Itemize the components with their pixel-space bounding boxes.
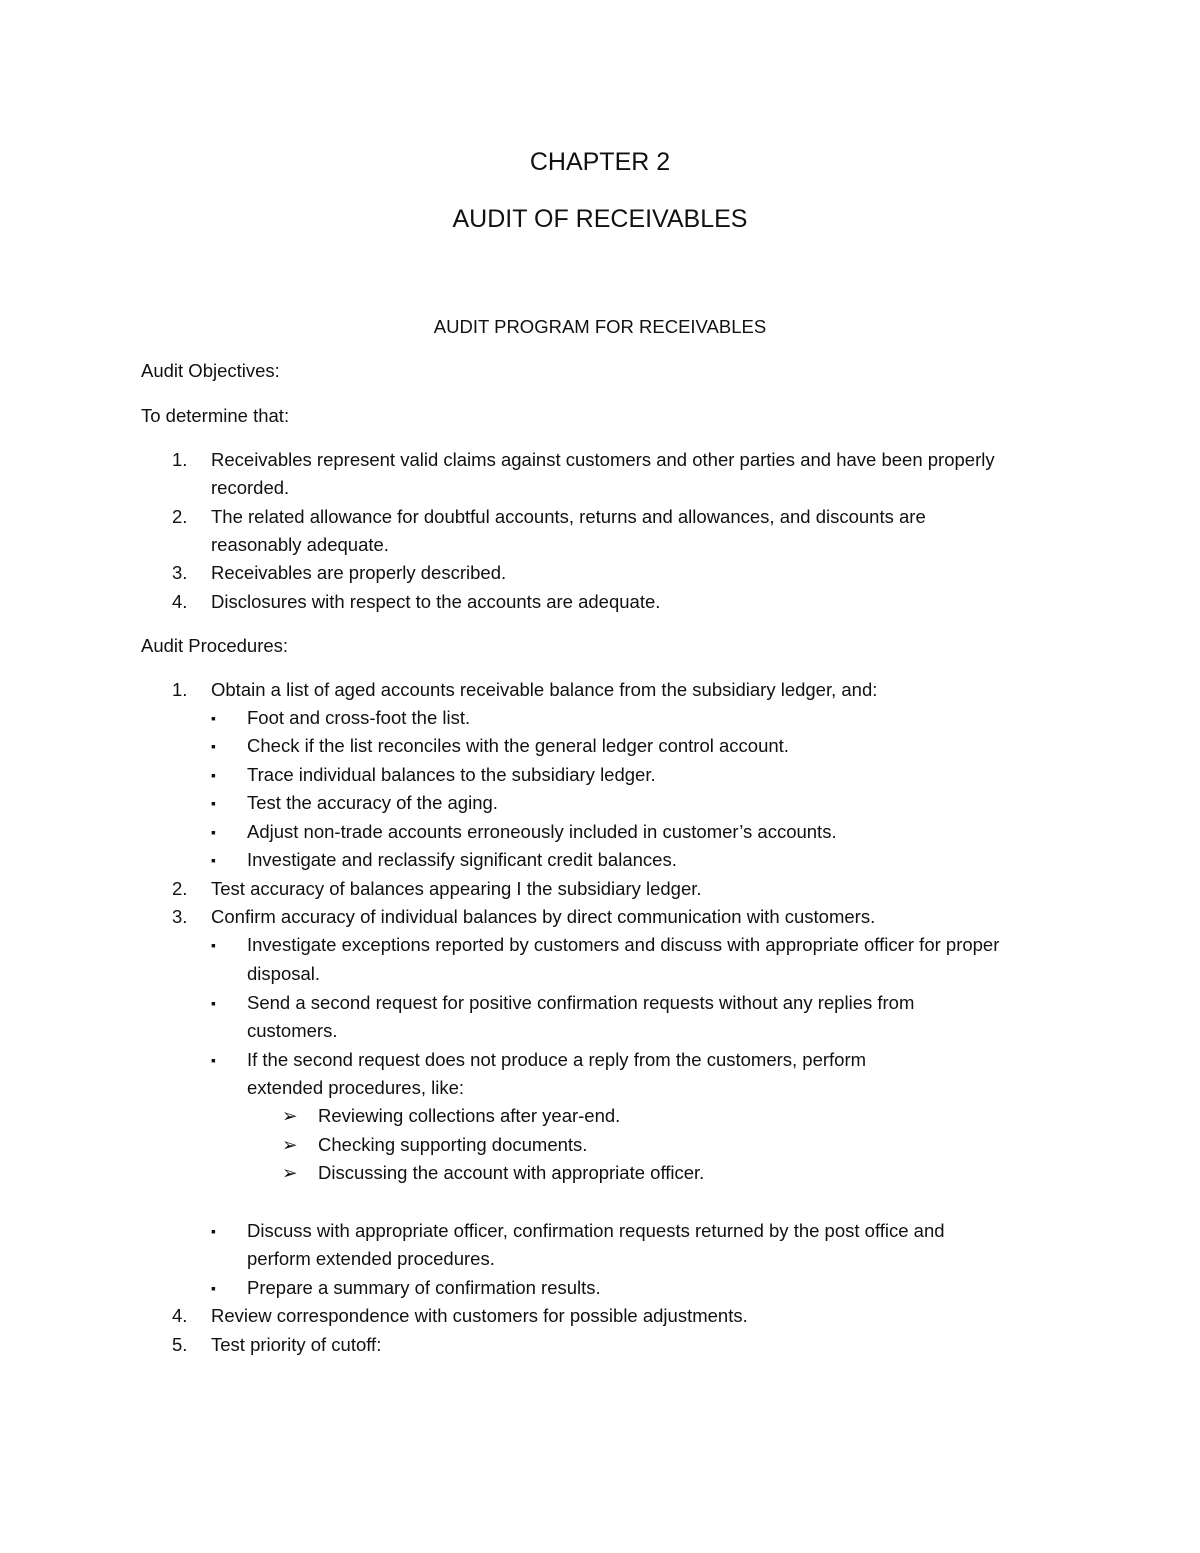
arrow-bullet-icon: ➢ [282, 1134, 298, 1155]
procedure-text: Obtain a list of aged accounts receivable balance from the subsidiary ledger, and: [211, 679, 878, 700]
list-item: Foot and cross-foot the list. [247, 707, 471, 728]
square-bullet-icon: ▪ [211, 995, 216, 1011]
list-number: 3. [172, 562, 188, 583]
objective-text: Receivables are properly described. [211, 562, 507, 583]
list-number: 2. [172, 506, 188, 527]
objective-text-cont: reasonably adequate. [211, 534, 389, 555]
program-title: AUDIT PROGRAM FOR RECEIVABLES [433, 316, 767, 337]
list-item: Investigate and reclassify significant credit balances. [247, 849, 677, 870]
list-item-cont: customers. [247, 1020, 338, 1041]
list-number: 2. [172, 878, 188, 899]
square-bullet-icon: ▪ [211, 710, 216, 726]
procedure-text: Confirm accuracy of individual balances by direct communication with customers. [211, 906, 876, 927]
list-number: 4. [172, 591, 188, 612]
square-bullet-icon: ▪ [211, 824, 216, 840]
list-number: 3. [172, 906, 188, 927]
list-item-cont: perform extended procedures. [247, 1248, 495, 1269]
objective-text: The related allowance for doubtful accounts, returns and allowances, and discounts are [211, 506, 926, 527]
objective-text-cont: recorded. [211, 477, 290, 498]
sub-list-item: Reviewing collections after year-end. [318, 1105, 621, 1126]
objectives-heading: Audit Objectives: [141, 360, 280, 381]
procedure-text: Test accuracy of balances appearing I the subsidiary ledger. [211, 878, 702, 899]
square-bullet-icon: ▪ [211, 1052, 216, 1068]
square-bullet-icon: ▪ [211, 937, 216, 953]
list-number: 1. [172, 449, 188, 470]
sub-list-item: Checking supporting documents. [318, 1134, 588, 1155]
square-bullet-icon: ▪ [211, 767, 216, 783]
objective-text: Receivables represent valid claims against customers and other parties and have been properly [211, 449, 995, 470]
list-number: 4. [172, 1305, 188, 1326]
list-item: If the second request does not produce a reply from the customers, perform [247, 1049, 867, 1070]
square-bullet-icon: ▪ [211, 795, 216, 811]
list-item: Discuss with appropriate officer, confirmation requests returned by the post office and [247, 1220, 945, 1241]
list-item: Investigate exceptions reported by customers and discuss with appropriate officer for proper [247, 934, 1000, 955]
square-bullet-icon: ▪ [211, 1223, 216, 1239]
arrow-bullet-icon: ➢ [282, 1162, 298, 1183]
list-item: Check if the list reconciles with the general ledger control account. [247, 735, 789, 756]
list-item-cont: disposal. [247, 963, 321, 984]
square-bullet-icon: ▪ [211, 852, 216, 868]
procedures-heading: Audit Procedures: [141, 635, 289, 656]
chapter-title: AUDIT OF RECEIVABLES [452, 205, 748, 233]
objectives-intro: To determine that: [141, 405, 290, 426]
list-item: Test the accuracy of the aging. [247, 792, 498, 813]
list-number: 1. [172, 679, 188, 700]
square-bullet-icon: ▪ [211, 738, 216, 754]
list-item: Send a second request for positive confirmation requests without any replies from [247, 992, 915, 1013]
sub-list-item: Discussing the account with appropriate officer. [318, 1162, 705, 1183]
square-bullet-icon: ▪ [211, 1280, 216, 1296]
procedure-text: Review correspondence with customers for possible adjustments. [211, 1305, 748, 1326]
list-item-cont: extended procedures, like: [247, 1077, 464, 1098]
procedure-text: Test priority of cutoff: [211, 1334, 382, 1355]
arrow-bullet-icon: ➢ [282, 1105, 298, 1126]
chapter-heading: CHAPTER 2 [529, 148, 671, 176]
list-item: Prepare a summary of confirmation results. [247, 1277, 601, 1298]
list-item: Trace individual balances to the subsidiary ledger. [247, 764, 656, 785]
objective-text: Disclosures with respect to the accounts are adequate. [211, 591, 661, 612]
list-number: 5. [172, 1334, 188, 1355]
list-item: Adjust non-trade accounts erroneously included in customer’s accounts. [247, 821, 837, 842]
